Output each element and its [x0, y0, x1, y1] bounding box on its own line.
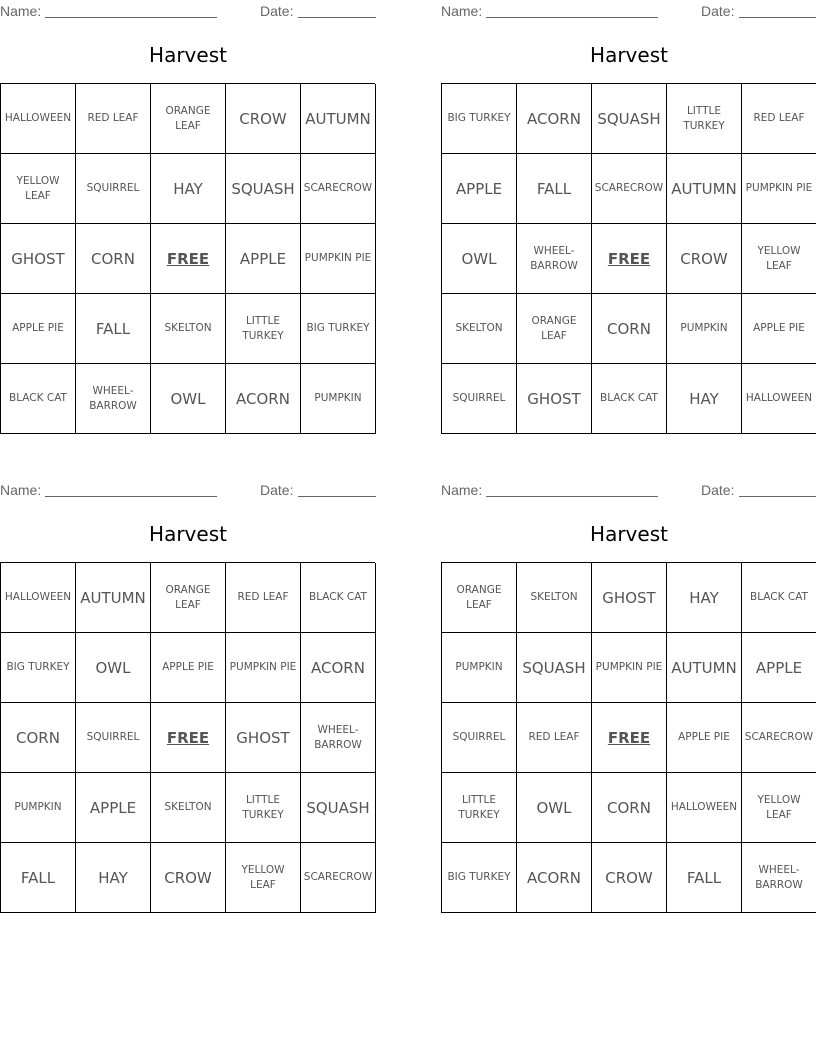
- bingo-cell-label: APPLE PIE: [678, 731, 730, 743]
- bingo-cell-label: ORANGE LEAF: [165, 583, 211, 611]
- bingo-cell: [592, 773, 667, 843]
- bingo-cell-label: APPLE: [239, 249, 287, 268]
- bingo-cell: [442, 633, 517, 703]
- bingo-card-3: [0, 479, 376, 919]
- bingo-cell: [151, 294, 226, 364]
- free-space-cell: [592, 224, 667, 294]
- card-title: Harvest: [590, 43, 668, 67]
- bingo-cell-label: OWL: [170, 389, 206, 408]
- name-date-row: [0, 3, 376, 19]
- bingo-cell: [226, 364, 301, 434]
- bingo-cell: [76, 294, 151, 364]
- bingo-cell-label: APPLE PIE: [162, 661, 214, 673]
- bingo-cell: [592, 843, 667, 913]
- bingo-cell: [517, 843, 592, 913]
- bingo-cell-label: ACORN: [527, 868, 581, 887]
- bingo-cell-label: GHOST: [11, 249, 65, 268]
- bingo-cell-label: LITTLE TURKEY: [683, 104, 725, 132]
- bingo-cell: [517, 703, 592, 773]
- bingo-cell: [442, 364, 517, 434]
- bingo-cell-label: CORN: [91, 249, 135, 268]
- free-space-cell: [151, 224, 226, 294]
- bingo-cell-label: FALL: [20, 868, 56, 887]
- bingo-cell: [151, 563, 226, 633]
- bingo-grid: [0, 83, 375, 434]
- bingo-cell-label: AUTUMN: [305, 109, 371, 128]
- bingo-cell: [226, 563, 301, 633]
- bingo-cell: [1, 633, 76, 703]
- bingo-cell: [667, 843, 742, 913]
- bingo-cell-label: PUMPKIN PIE: [595, 661, 663, 673]
- bingo-cell: [151, 154, 226, 224]
- bingo-cell-label: PUMPKIN: [680, 322, 728, 334]
- bingo-cell: [742, 563, 816, 633]
- date-blank-line: [739, 17, 816, 18]
- bingo-cell-label: FALL: [686, 868, 722, 887]
- bingo-cell-label: APPLE: [755, 658, 803, 677]
- bingo-cell: [1, 843, 76, 913]
- bingo-cell-label: YELLOW LEAF: [241, 863, 285, 891]
- bingo-cell-label: WHEEL-BARROW: [530, 244, 578, 272]
- name-blank-line: [45, 496, 217, 497]
- bingo-cell: [517, 154, 592, 224]
- bingo-cell: [742, 843, 816, 913]
- bingo-cell: [1, 364, 76, 434]
- bingo-cell: [742, 84, 816, 154]
- bingo-cell: [442, 773, 517, 843]
- bingo-cell-label: FALL: [95, 319, 131, 338]
- bingo-cell-label: HALLOWEEN: [4, 112, 72, 124]
- bingo-cell: [1, 773, 76, 843]
- bingo-cell: [442, 703, 517, 773]
- bingo-cell: [226, 84, 301, 154]
- bingo-cell: [1, 703, 76, 773]
- bingo-cell: [76, 224, 151, 294]
- bingo-cell-label: PUMPKIN: [455, 661, 503, 673]
- bingo-cell-label: OWL: [536, 798, 572, 817]
- bingo-cell-label: SQUASH: [597, 109, 661, 128]
- bingo-cell: [301, 364, 376, 434]
- card-title: Harvest: [149, 43, 227, 67]
- bingo-cell: [301, 633, 376, 703]
- bingo-cell: [667, 224, 742, 294]
- bingo-cell: [151, 773, 226, 843]
- bingo-cell: [151, 633, 226, 703]
- bingo-cell: [742, 364, 816, 434]
- bingo-cell: [592, 633, 667, 703]
- bingo-cell: [667, 154, 742, 224]
- bingo-cell-label: LITTLE TURKEY: [242, 793, 284, 821]
- name-label: Name:: [441, 3, 483, 19]
- bingo-cell: [592, 563, 667, 633]
- bingo-cell: [742, 224, 816, 294]
- bingo-cell-label: YELLOW LEAF: [757, 244, 801, 272]
- bingo-cell-label: HAY: [689, 389, 719, 408]
- date-blank-line: [298, 496, 376, 497]
- free-space-cell: [592, 703, 667, 773]
- bingo-cell-label: PUMPKIN PIE: [304, 252, 372, 264]
- bingo-cell-label: SQUASH: [231, 179, 295, 198]
- bingo-cell-label: PUMPKIN: [14, 801, 62, 813]
- bingo-cell: [301, 563, 376, 633]
- bingo-cell-label: RED LEAF: [237, 591, 289, 603]
- bingo-cell: [76, 84, 151, 154]
- bingo-cell-label: SQUASH: [306, 798, 370, 817]
- bingo-cell-label: CROW: [164, 868, 212, 887]
- bingo-cell-label: GHOST: [527, 389, 581, 408]
- bingo-cell: [742, 633, 816, 703]
- bingo-cell-label: PUMPKIN PIE: [229, 661, 297, 673]
- bingo-cell: [226, 154, 301, 224]
- bingo-cell-label: OWL: [461, 249, 497, 268]
- bingo-cell: [442, 84, 517, 154]
- bingo-cell-label: SQUIRREL: [452, 731, 506, 743]
- bingo-cell: [301, 294, 376, 364]
- bingo-cell-label: ACORN: [236, 389, 290, 408]
- bingo-cell: [76, 843, 151, 913]
- bingo-cell-label: HALLOWEEN: [4, 591, 72, 603]
- bingo-cell: [76, 773, 151, 843]
- bingo-grid: [0, 562, 375, 913]
- bingo-cell: [517, 633, 592, 703]
- date-label: Date:: [701, 482, 735, 498]
- bingo-cell-label: FALL: [536, 179, 572, 198]
- bingo-cell-label: HALLOWEEN: [670, 801, 738, 813]
- bingo-cell-label: GHOST: [236, 728, 290, 747]
- bingo-cell: [667, 364, 742, 434]
- bingo-cell-label: BLACK CAT: [750, 591, 808, 603]
- bingo-cell-label: AUTUMN: [80, 588, 146, 607]
- bingo-cell-label: CROW: [680, 249, 728, 268]
- bingo-cell: [301, 154, 376, 224]
- bingo-cell: [442, 294, 517, 364]
- bingo-cell-label: FREE: [166, 249, 210, 268]
- bingo-cell-label: SKELTON: [164, 801, 212, 813]
- date-blank-line: [298, 17, 376, 18]
- bingo-cell-label: HAY: [173, 179, 203, 198]
- bingo-cell-label: LITTLE TURKEY: [242, 314, 284, 342]
- bingo-cell: [226, 843, 301, 913]
- bingo-cell-label: GHOST: [602, 588, 656, 607]
- bingo-cell-label: SCARECROW: [744, 731, 814, 743]
- bingo-cell: [151, 843, 226, 913]
- bingo-cell-label: SQUIRREL: [86, 731, 140, 743]
- name-label: Name:: [0, 482, 42, 498]
- name-date-row: [0, 482, 376, 498]
- bingo-cell-label: CORN: [607, 319, 651, 338]
- bingo-cell-label: RED LEAF: [753, 112, 805, 124]
- bingo-cell-label: SKELTON: [530, 591, 578, 603]
- bingo-cell: [592, 364, 667, 434]
- bingo-cell-label: APPLE: [89, 798, 137, 817]
- bingo-cell: [1, 294, 76, 364]
- bingo-cell: [742, 154, 816, 224]
- bingo-cell-label: APPLE PIE: [753, 322, 805, 334]
- bingo-cell: [517, 224, 592, 294]
- bingo-cell: [226, 773, 301, 843]
- bingo-cell-label: OWL: [95, 658, 131, 677]
- bingo-cell: [1, 224, 76, 294]
- bingo-cell-label: BIG TURKEY: [306, 322, 370, 334]
- bingo-cell: [1, 84, 76, 154]
- bingo-cell: [442, 563, 517, 633]
- bingo-cell: [667, 703, 742, 773]
- bingo-cell-label: YELLOW LEAF: [16, 174, 60, 202]
- bingo-cell-label: CORN: [607, 798, 651, 817]
- bingo-cell: [592, 154, 667, 224]
- bingo-cell-label: ORANGE LEAF: [456, 583, 502, 611]
- bingo-cell-label: YELLOW LEAF: [757, 793, 801, 821]
- bingo-cell-label: SQUASH: [522, 658, 586, 677]
- bingo-cell: [301, 703, 376, 773]
- bingo-cell-label: APPLE PIE: [12, 322, 64, 334]
- bingo-cell-label: CROW: [239, 109, 287, 128]
- bingo-cell-label: ORANGE LEAF: [165, 104, 211, 132]
- bingo-cell-label: FREE: [607, 249, 651, 268]
- bingo-cell: [442, 224, 517, 294]
- bingo-cell: [742, 703, 816, 773]
- bingo-cell: [76, 364, 151, 434]
- bingo-cell-label: APPLE: [455, 179, 503, 198]
- bingo-cell: [301, 773, 376, 843]
- bingo-cell: [301, 843, 376, 913]
- bingo-cell: [76, 154, 151, 224]
- bingo-cell-label: BLACK CAT: [9, 392, 67, 404]
- bingo-cell-label: WHEEL-BARROW: [314, 723, 362, 751]
- bingo-cell-label: BIG TURKEY: [447, 112, 511, 124]
- bingo-grid: [441, 83, 816, 434]
- bingo-cell-label: PUMPKIN PIE: [745, 182, 813, 194]
- bingo-cell-label: AUTUMN: [671, 179, 737, 198]
- bingo-cell-label: BIG TURKEY: [447, 871, 511, 883]
- bingo-cell: [76, 563, 151, 633]
- name-blank-line: [45, 17, 217, 18]
- bingo-cell: [226, 703, 301, 773]
- bingo-cell: [667, 773, 742, 843]
- bingo-cell: [667, 84, 742, 154]
- bingo-cell: [517, 294, 592, 364]
- date-blank-line: [739, 496, 816, 497]
- bingo-cell: [226, 633, 301, 703]
- name-blank-line: [486, 496, 658, 497]
- bingo-cell: [301, 224, 376, 294]
- bingo-cell: [226, 224, 301, 294]
- bingo-cell-label: FREE: [607, 728, 651, 747]
- free-space-cell: [151, 703, 226, 773]
- bingo-cell: [742, 773, 816, 843]
- bingo-card-1: [0, 0, 376, 440]
- bingo-cell-label: LITTLE TURKEY: [458, 793, 500, 821]
- bingo-cell-label: ORANGE LEAF: [531, 314, 577, 342]
- bingo-cell: [442, 843, 517, 913]
- bingo-cell: [517, 563, 592, 633]
- bingo-cell-label: SCARECROW: [303, 871, 373, 883]
- name-label: Name:: [441, 482, 483, 498]
- bingo-cell-label: HAY: [98, 868, 128, 887]
- bingo-cell-label: HAY: [689, 588, 719, 607]
- bingo-cell-label: SKELTON: [164, 322, 212, 334]
- bingo-cell-label: SQUIRREL: [452, 392, 506, 404]
- bingo-grid: [441, 562, 816, 913]
- bingo-cell-label: SCARECROW: [594, 182, 664, 194]
- bingo-cell-label: PUMPKIN: [314, 392, 362, 404]
- bingo-cell-label: RED LEAF: [528, 731, 580, 743]
- bingo-card-2: [441, 0, 816, 440]
- bingo-cell-label: AUTUMN: [671, 658, 737, 677]
- card-title: Harvest: [149, 522, 227, 546]
- bingo-cell-label: BLACK CAT: [309, 591, 367, 603]
- bingo-cell-label: ACORN: [527, 109, 581, 128]
- bingo-cell-label: WHEEL-BARROW: [755, 863, 803, 891]
- bingo-cell: [226, 294, 301, 364]
- bingo-cell-label: BIG TURKEY: [6, 661, 70, 673]
- bingo-cell: [517, 84, 592, 154]
- name-date-row: [441, 482, 816, 498]
- date-label: Date:: [260, 482, 294, 498]
- bingo-cell: [442, 154, 517, 224]
- bingo-cell: [1, 563, 76, 633]
- date-label: Date:: [260, 3, 294, 19]
- bingo-cell: [592, 84, 667, 154]
- name-label: Name:: [0, 3, 42, 19]
- bingo-cell-label: CROW: [605, 868, 653, 887]
- bingo-cell: [592, 294, 667, 364]
- name-blank-line: [486, 17, 658, 18]
- bingo-cell: [151, 84, 226, 154]
- bingo-cell: [742, 294, 816, 364]
- bingo-cell: [76, 703, 151, 773]
- bingo-cell: [76, 633, 151, 703]
- bingo-cell: [517, 773, 592, 843]
- bingo-cell: [151, 364, 226, 434]
- bingo-cell: [517, 364, 592, 434]
- bingo-cell-label: ACORN: [311, 658, 365, 677]
- bingo-cell: [667, 633, 742, 703]
- bingo-cell: [301, 84, 376, 154]
- bingo-cell-label: CORN: [16, 728, 60, 747]
- bingo-cell-label: SQUIRREL: [86, 182, 140, 194]
- bingo-cell-label: WHEEL-BARROW: [89, 384, 137, 412]
- bingo-cell: [667, 563, 742, 633]
- bingo-cell-label: SKELTON: [455, 322, 503, 334]
- bingo-cell-label: FREE: [166, 728, 210, 747]
- bingo-cell: [1, 154, 76, 224]
- bingo-cell-label: HALLOWEEN: [745, 392, 813, 404]
- bingo-cell-label: BLACK CAT: [600, 392, 658, 404]
- date-label: Date:: [701, 3, 735, 19]
- name-date-row: [441, 3, 816, 19]
- bingo-card-4: [441, 479, 816, 919]
- bingo-cell-label: RED LEAF: [87, 112, 139, 124]
- card-title: Harvest: [590, 522, 668, 546]
- bingo-cell: [667, 294, 742, 364]
- bingo-cell-label: SCARECROW: [303, 182, 373, 194]
